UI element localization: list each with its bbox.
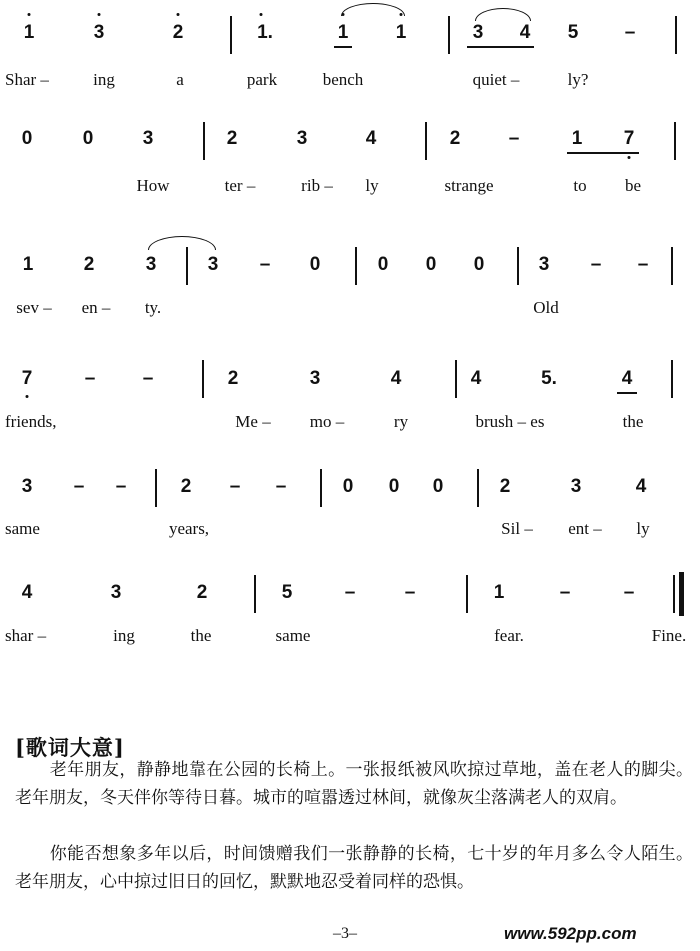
note: 4 [390, 368, 402, 389]
note: 7 [21, 368, 33, 389]
lyric: Shar – [5, 70, 49, 89]
note: – [404, 582, 416, 603]
website-watermark: www.592pp.com [504, 924, 637, 943]
lyric: ly [636, 519, 650, 538]
note: 3 [145, 254, 157, 275]
note: – [590, 254, 602, 275]
note: 4 [470, 368, 482, 389]
note: 1. [257, 22, 273, 43]
barline [675, 16, 677, 54]
barline [355, 247, 357, 285]
note: 2 [499, 476, 511, 497]
lyric: strange [444, 176, 494, 195]
note: 3 [21, 476, 33, 497]
note: 2 [172, 22, 184, 43]
page-number: –3– [333, 925, 357, 942]
note: 1 [571, 128, 583, 149]
note: 3 [570, 476, 582, 497]
note: – [559, 582, 571, 603]
barline [455, 360, 457, 398]
lyric: brush – es [475, 412, 545, 431]
note: 0 [425, 254, 437, 275]
lyric: same [5, 519, 40, 538]
barline [674, 122, 676, 160]
note: – [229, 476, 241, 497]
lyric: the [190, 626, 212, 645]
barline [671, 247, 673, 285]
underline [467, 46, 534, 48]
lyric: to [573, 176, 587, 195]
lyric: ing [93, 70, 115, 89]
lyric: ly [365, 176, 379, 195]
lyric: ty. [144, 298, 162, 317]
lyric: bench [322, 70, 364, 89]
note: 3 [93, 22, 105, 43]
note: 3 [296, 128, 308, 149]
lyric: ter – [224, 176, 256, 195]
lyric: Me – [235, 412, 271, 431]
note: 1 [395, 22, 407, 43]
underline [617, 392, 637, 394]
note: – [275, 476, 287, 497]
high-octave-dot [260, 13, 263, 16]
final-barline-thin [673, 575, 675, 613]
note: 1 [22, 254, 34, 275]
note: – [115, 476, 127, 497]
note: 2 [83, 254, 95, 275]
note: 1 [23, 22, 35, 43]
barline [203, 122, 205, 160]
note: – [623, 582, 635, 603]
note: 0 [21, 128, 33, 149]
lyric: shar – [5, 626, 47, 645]
note: 4 [21, 582, 33, 603]
lyric: Fine. [651, 626, 687, 645]
barline [448, 16, 450, 54]
barline [186, 247, 188, 285]
lyric: ry [393, 412, 409, 431]
high-octave-dot [98, 13, 101, 16]
high-octave-dot [28, 13, 31, 16]
lyric: How [136, 176, 170, 195]
high-octave-dot [177, 13, 180, 16]
barline [230, 16, 232, 54]
note: 0 [473, 254, 485, 275]
final-barline-thick [679, 572, 684, 616]
underline [334, 46, 352, 48]
note: – [73, 476, 85, 497]
note: 1 [337, 22, 349, 43]
barline [202, 360, 204, 398]
lyric: fear. [494, 626, 524, 645]
note: 3 [110, 582, 122, 603]
lyric: en – [81, 298, 111, 317]
lyric: Old [533, 298, 559, 317]
note: – [259, 254, 271, 275]
paragraph: 老年朋友，静静地靠在公园的长椅上。一张报纸被风吹掠过草地，盖在老人的脚尖。老年朋友，冬天伴你等待日暮。城市的喧嚣透过林间，就像灰尘落满老人的双肩。 [15, 760, 693, 808]
note: 5 [567, 22, 579, 43]
lyric: be [624, 176, 642, 195]
note: 0 [309, 254, 321, 275]
paragraph: 你能否想象多年以后，时间馈赠我们一张静静的长椅，七十岁的年月多么令人陌生。老年朋友，心中掠过旧日的回忆，默默地忍受着同样的恐惧。 [15, 844, 693, 892]
lyric: park [246, 70, 278, 89]
tie [148, 236, 216, 250]
note: 2 [226, 128, 238, 149]
lyric: a [176, 70, 184, 89]
note: 4 [621, 368, 633, 389]
lyric: same [275, 626, 311, 645]
lyric: ent – [568, 519, 602, 538]
barline [425, 122, 427, 160]
low-octave-dot [628, 156, 631, 159]
lyric: Sil – [501, 519, 533, 538]
note: 3 [142, 128, 154, 149]
barline [254, 575, 256, 613]
barline [466, 575, 468, 613]
note: 0 [342, 476, 354, 497]
lyric: mo – [309, 412, 345, 431]
note: 2 [180, 476, 192, 497]
barline [155, 469, 157, 507]
note: 3 [538, 254, 550, 275]
note: 0 [82, 128, 94, 149]
note: – [84, 368, 96, 389]
note: 2 [196, 582, 208, 603]
note: 4 [519, 22, 531, 43]
note: 3 [309, 368, 321, 389]
note: – [344, 582, 356, 603]
lyric: friends, [5, 412, 57, 431]
lyric: the [622, 412, 644, 431]
barline [320, 469, 322, 507]
note: 0 [432, 476, 444, 497]
section-title: [歌词大意] [15, 735, 125, 760]
note: 0 [377, 254, 389, 275]
note: 5 [281, 582, 293, 603]
lyric: ly? [567, 70, 589, 89]
note: 4 [635, 476, 647, 497]
note: 3 [207, 254, 219, 275]
note: 2 [449, 128, 461, 149]
low-octave-dot [26, 395, 29, 398]
lyric: quiet – [472, 70, 520, 89]
note: 2 [227, 368, 239, 389]
note: – [142, 368, 154, 389]
barline [517, 247, 519, 285]
lyric: sev – [16, 298, 52, 317]
note: 0 [388, 476, 400, 497]
barline [477, 469, 479, 507]
lyric: rib – [301, 176, 333, 195]
barline [671, 360, 673, 398]
lyric: years, [168, 519, 210, 538]
note: – [508, 128, 520, 149]
note: 7 [623, 128, 635, 149]
note: – [637, 254, 649, 275]
tie [475, 8, 531, 21]
note: 3 [472, 22, 484, 43]
note: 1 [493, 582, 505, 603]
tie [341, 3, 405, 16]
note: 5. [541, 368, 557, 389]
lyric: ing [113, 626, 135, 645]
note: 4 [365, 128, 377, 149]
note: – [624, 22, 636, 43]
underline [567, 152, 639, 154]
